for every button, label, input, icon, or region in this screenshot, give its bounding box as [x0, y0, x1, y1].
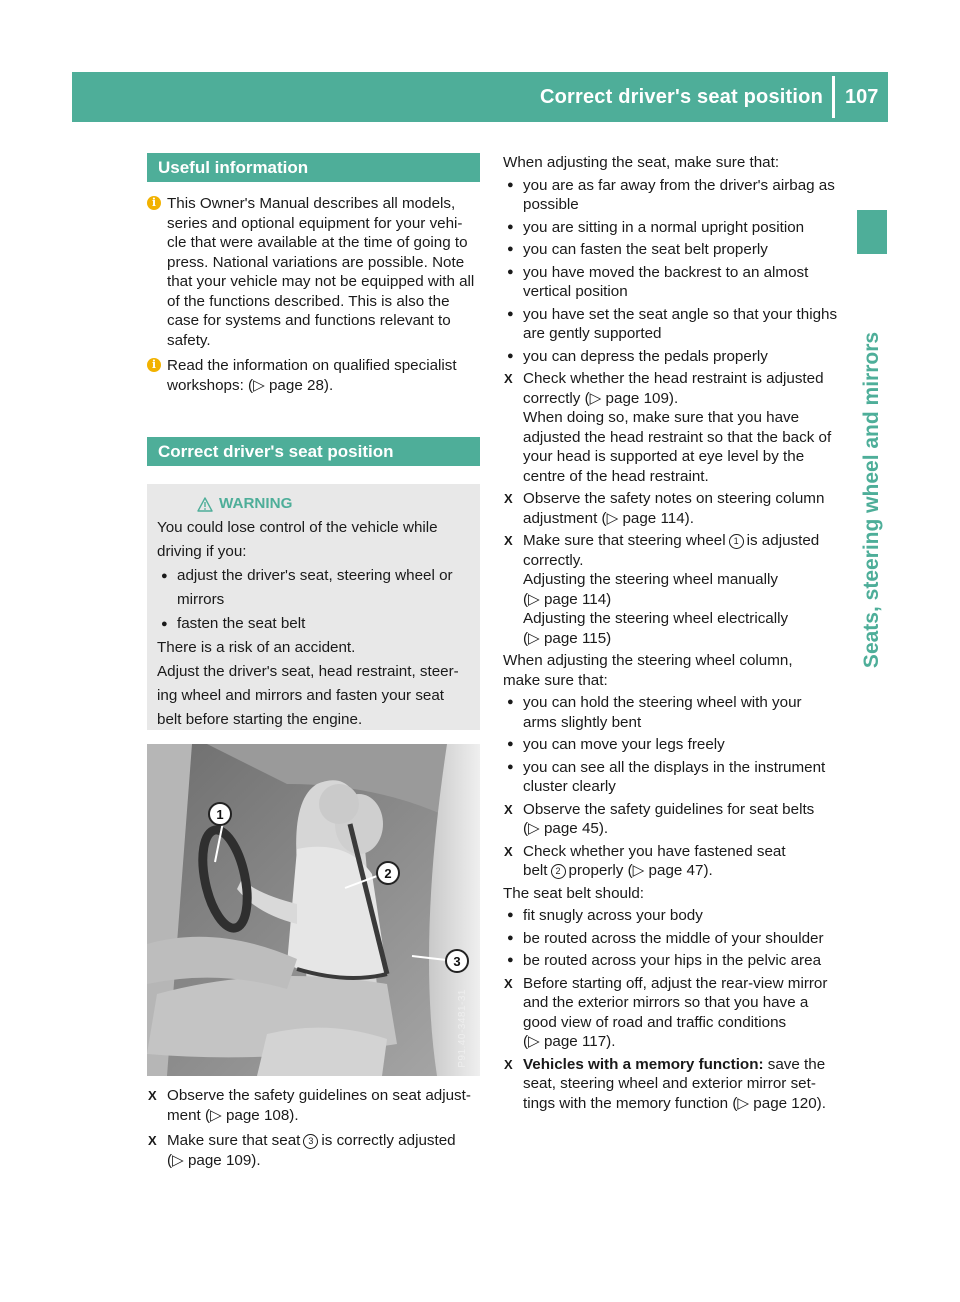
step-item: [503, 800, 843, 839]
warning-risk: There is a risk of an accident.: [157, 639, 356, 656]
text-line: driving if you:: [157, 543, 247, 560]
arrow-icon: X: [504, 801, 513, 817]
text-line: be routed across the middle of your shoulder: [523, 929, 824, 947]
step-item: [147, 1086, 487, 1125]
bullet-item: [503, 240, 843, 260]
warning-title: WARNING: [219, 495, 293, 512]
warning-header: [157, 492, 470, 516]
arrow-icon: X: [504, 491, 513, 506]
step-item: [503, 369, 843, 486]
bullet-icon: ●: [507, 265, 514, 278]
text-line: series and optional equipment for your vehi-: [167, 214, 463, 232]
useful-info-notes: [147, 194, 487, 401]
text-fragment: properly (▷ page 47).: [568, 862, 713, 879]
bullet-item: [503, 951, 843, 971]
info-icon: i: [147, 196, 161, 210]
callout-ref-3: 3: [303, 1134, 318, 1149]
text-fragment: Make sure that seat: [167, 1132, 301, 1149]
text-line: Observe the safety guidelines on seat adjust-: [167, 1087, 471, 1104]
step-item: [503, 489, 843, 528]
callout-3-label: 3: [453, 954, 461, 969]
chapter-tab: [857, 210, 887, 254]
warning-triangle-icon: [197, 497, 213, 512]
callout-ref-2: 2: [551, 864, 566, 879]
text-line: When doing so, make sure that you have: [523, 409, 800, 426]
text-line: good view of road and traffic conditions: [523, 1013, 787, 1031]
text-line: correctly.: [523, 551, 584, 569]
text-line: workshops: (▷ page 28).: [167, 376, 334, 394]
text-line: The seat belt should:: [503, 884, 644, 902]
text-line: ing wheel and mirrors and fasten your seat: [157, 687, 445, 704]
arrow-icon: X: [504, 843, 513, 859]
text-fragment-bold: Vehicles with a memory function:: [523, 1055, 764, 1073]
info-note: [147, 356, 487, 395]
callout-3: [446, 950, 468, 972]
text-line: be routed across your hips in the pelvic area: [523, 952, 822, 969]
arrow-icon: X: [504, 975, 513, 991]
bullet-item: [503, 263, 843, 302]
step-item: [503, 1055, 843, 1114]
text-fragment: Make sure that steering wheel: [523, 532, 726, 549]
text-line: you are as far away from the driver's airbag as: [523, 176, 835, 194]
text-fragment: belt: [523, 862, 548, 879]
seat-position-illustration: [147, 744, 480, 1076]
bullet-icon: ●: [507, 178, 514, 191]
bullet-item: [503, 347, 843, 367]
callout-2: [377, 862, 399, 884]
text-fragment: save the: [763, 1055, 826, 1073]
text-line: (▷ page 45).: [523, 820, 609, 837]
text-line: arms slightly bent: [523, 713, 642, 731]
warning-bullet: [157, 564, 470, 612]
section-heading-seat-position: Correct driver's seat position: [147, 437, 480, 466]
text-line: When adjusting the steering wheel column,: [503, 652, 793, 669]
text-line: that your vehicle may not be equipped with all: [167, 273, 475, 290]
step-item: [503, 531, 843, 648]
text-line: adjustment (▷ page 114).: [523, 509, 694, 527]
text-line: you can move your legs freely: [523, 736, 725, 753]
step-item: [503, 974, 843, 1052]
step-item: [503, 842, 843, 881]
text-line: mirrors: [177, 591, 225, 608]
text-line: safety.: [167, 331, 211, 349]
text-line: possible: [523, 196, 579, 213]
paragraph: [503, 884, 843, 904]
arrow-icon: X: [504, 1056, 513, 1072]
bullet-icon: ●: [507, 954, 514, 966]
text-line: you can see all the displays in the instrument: [523, 758, 826, 776]
text-fragment: is correctly adjusted: [321, 1132, 456, 1149]
text-line: you are sitting in a normal upright position: [523, 218, 805, 236]
right-column: [503, 153, 843, 1116]
callout-1: [209, 803, 231, 825]
bullet-icon: ●: [507, 931, 514, 944]
driver-seat-drawing: [147, 744, 480, 1076]
warning-bullet: [157, 612, 470, 636]
paragraph: [503, 153, 843, 173]
text-fragment: is adjusted: [746, 532, 820, 549]
figure-code: P91.40-3481-31: [457, 989, 468, 1068]
text-line: This Owner's Manual describes all models,: [167, 195, 456, 212]
text-line: belt before starting the engine.: [157, 711, 363, 728]
text-line: You could lose control of the vehicle while: [157, 519, 438, 536]
text-line: centre of the head restraint.: [523, 467, 709, 485]
bullet-icon: ●: [507, 243, 514, 255]
text-line: adjusted the head restraint so that the back of: [523, 428, 832, 446]
text-line: Observe the safety notes on steering column: [523, 490, 825, 507]
text-line: you can depress the pedals properly: [523, 347, 768, 365]
text-line: Adjust the driver's seat, head restraint, steer-: [157, 663, 459, 680]
bullet-item: [503, 218, 843, 238]
text-line: Adjusting the steering wheel electrically: [523, 610, 789, 627]
bullet-icon: ●: [507, 760, 514, 773]
bullet-item: [503, 758, 843, 797]
text-line: you can fasten the seat belt properly: [523, 241, 768, 258]
text-line: make sure that:: [503, 671, 608, 689]
bullet-icon: ●: [507, 220, 514, 233]
text-line: seat, steering wheel and exterior mirror set-: [523, 1075, 816, 1092]
bullet-item: [503, 735, 843, 755]
arrow-icon: X: [504, 533, 513, 548]
text-line: Adjusting the steering wheel manually: [523, 571, 778, 588]
info-icon: i: [147, 358, 161, 372]
bullet-icon: ●: [507, 696, 514, 708]
text-line: vertical position: [523, 283, 628, 300]
text-line: [523, 861, 843, 881]
bullet-icon: ●: [507, 909, 514, 921]
text-line: (▷ page 114): [523, 590, 612, 608]
text-line: adjust the driver's seat, steering wheel or: [177, 567, 453, 584]
text-line: press. National variations are possible. Note: [167, 253, 465, 271]
text-line: When adjusting the seat, make sure that:: [503, 154, 780, 171]
bullet-item: [503, 176, 843, 215]
text-line: your head is supported at eye level by the: [523, 448, 805, 465]
header-divider: [832, 76, 835, 118]
warning-action: [157, 660, 470, 732]
arrow-icon: X: [504, 371, 513, 386]
bullet-item: [503, 305, 843, 344]
bullet-icon: ●: [507, 738, 514, 750]
left-steps: [147, 1086, 487, 1176]
text-line: cle that were available at the time of going to: [167, 234, 468, 251]
text-line: are gently supported: [523, 325, 662, 342]
text-line: [523, 531, 843, 551]
bullet-item: [503, 693, 843, 732]
text-line: you can hold the steering wheel with your: [523, 694, 802, 711]
text-line: [167, 1131, 487, 1151]
text-line: fit snugly across your body: [523, 907, 703, 924]
text-line: of the functions described. This is also the: [167, 292, 450, 310]
text-line: tings with the memory function (▷ page 120).: [523, 1094, 826, 1112]
info-note: [147, 194, 487, 350]
text-line: case for systems and functions relevant to: [167, 312, 451, 329]
arrow-icon: X: [148, 1133, 157, 1148]
text-line: you have moved the backrest to an almost: [523, 263, 809, 281]
text-line: you have set the seat angle so that your thighs: [523, 305, 838, 323]
arrow-icon: X: [148, 1088, 157, 1103]
callout-1-label: 1: [216, 807, 224, 822]
text-line: Observe the safety guidelines for seat belts: [523, 800, 815, 818]
text-line: correctly (▷ page 109).: [523, 389, 679, 407]
warning-box: [147, 484, 480, 730]
bullet-icon: ●: [507, 349, 514, 362]
bullet-icon: ●: [507, 307, 514, 320]
text-line: fasten the seat belt: [177, 615, 306, 632]
bullet-item: [503, 906, 843, 926]
bullet-item: [503, 929, 843, 949]
text-line: cluster clearly: [523, 778, 616, 795]
section-heading-useful-information: Useful information: [147, 153, 480, 182]
text-line: Check whether you have fastened seat: [523, 842, 786, 860]
text-line: Read the information on qualified specialist: [167, 357, 457, 374]
step-item: [147, 1131, 487, 1170]
text-line: Check whether the head restraint is adjusted: [523, 370, 824, 387]
bullet-icon: ●: [161, 570, 168, 582]
text-line: (▷ page 115): [523, 629, 612, 647]
text-line: [523, 1055, 843, 1075]
text-line: (▷ page 109).: [167, 1151, 261, 1169]
text-line: ment (▷ page 108).: [167, 1106, 299, 1124]
chapter-title: Seats, steering wheel and mirrors: [860, 331, 883, 669]
page-title: Correct driver's seat position: [539, 86, 823, 108]
text-line: (▷ page 117).: [523, 1033, 616, 1050]
warning-intro: [157, 516, 470, 564]
text-line: Before starting off, adjust the rear-view mirror: [523, 974, 828, 992]
callout-ref-1: 1: [729, 534, 744, 549]
paragraph: [503, 651, 843, 690]
bullet-icon: ●: [161, 618, 168, 630]
page-number: 107: [845, 86, 879, 108]
callout-2-label: 2: [384, 866, 392, 881]
text-line: and the exterior mirrors so that you have a: [523, 994, 809, 1011]
